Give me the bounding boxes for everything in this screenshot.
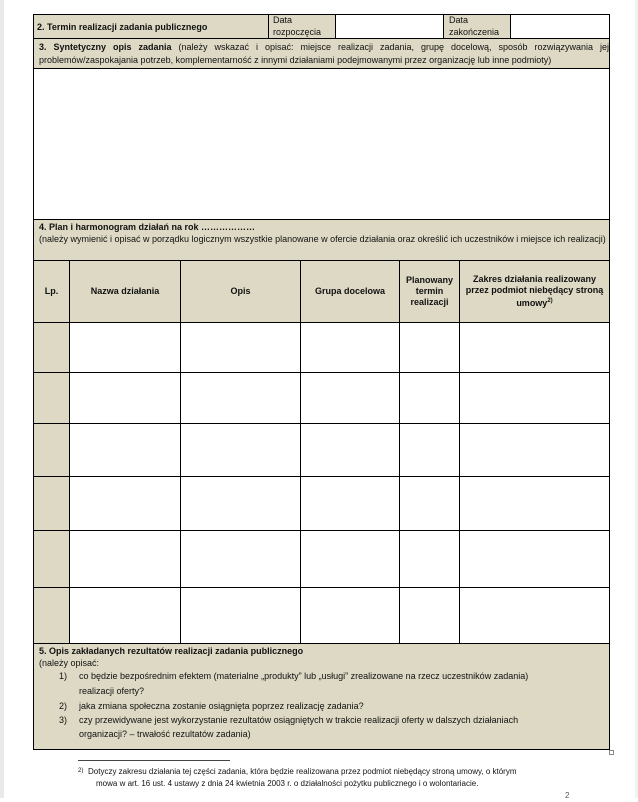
table-row[interactable] (70, 588, 609, 643)
section5-item-2-line1: jaka zmiana społeczna zostanie osiągnięta poprzez realizację zadania? (79, 701, 364, 711)
section3-hint: (należy wskazać i opisać: miejsce realizacji zadania, grupę docelową, sposób rozwiązywania jej problemów/zaspokajania potrzeb, komplementarność z innymi działaniami podejmowanymi przez organizację lub inne podmioty) (39, 42, 609, 65)
table-row[interactable] (70, 373, 609, 423)
section5-title: 5. Opis zakładanych rezultatów realizacji zadania publicznego (39, 646, 304, 656)
footnote-line2: mowa w art. 16 ust. 4 ustawy z dnia 24 kwietnia 2003 r. o działalności pożytku publicznego i o wolontariacie. (96, 779, 479, 788)
section3-description-field[interactable] (33, 68, 610, 220)
section5-intro: (należy opisać: (39, 658, 100, 668)
end-marker (609, 750, 614, 755)
footnote-line1: Dotyczy zakresu działania tej części zadania, która będzie realizowana przez podmiot niebędący stroną umowy, o którym (88, 767, 517, 776)
col-header-scope (460, 261, 609, 322)
section5-item-1-line1: co będzie bezpośrednim efektem (materialne „produkty” lub „usługi” zrealizowane na rzecz uczestników zadania) (79, 671, 529, 681)
end-date-field[interactable] (510, 14, 610, 39)
col-header-action-name: Nazwa działania (90, 286, 160, 296)
section3-title: 3. Syntetyczny opis zadania (39, 42, 172, 52)
col-header-scope-label: Zakres działania realizowany przez podmiot niebędący stroną umowy (465, 274, 604, 308)
page-left-edge (0, 0, 4, 798)
col-header-scope-footnote: 2) (547, 298, 553, 304)
col-header-description: Opis (230, 286, 251, 296)
section5-item-3-line2: organizacji? – trwałość rezultatów zadania) (79, 729, 251, 739)
footnote-separator (78, 760, 230, 761)
page-number: 2 (565, 791, 570, 800)
plan-table-lp-column (34, 322, 69, 643)
section4-hint: (należy wymienić i opisać w porządku logicznym wszystkie planowane w ofercie działania oraz określić ich uczestników i miejsce ich realizacji) (39, 234, 606, 244)
start-date-field[interactable] (335, 14, 444, 39)
table-row[interactable] (70, 477, 609, 530)
col-header-planned-date: Planowany termin realizacji (405, 275, 453, 307)
col-header-lp: Lp. (44, 286, 59, 296)
section4-title: 4. Plan i harmonogram działań na rok ……………… (39, 222, 256, 232)
section5-item-3-line1: czy przewidywane jest wykorzystanie rezultatów osiągniętych w trakcie realizacji oferty w dalszych działaniach (79, 715, 519, 725)
end-date-label: Data zakończenia (449, 15, 500, 37)
section5-item-2-num: 2) (59, 701, 68, 711)
start-date-label: Data rozpoczęcia (273, 15, 322, 37)
table-row[interactable] (70, 424, 609, 476)
section5-item-3-num: 3) (59, 715, 68, 725)
section5-item-1-line2: realizacji oferty? (79, 686, 145, 696)
col-header-scope-text (462, 274, 607, 309)
section5-item-1-num: 1) (59, 671, 68, 681)
footnote-mark-sup: 2) (78, 768, 84, 774)
table-row[interactable] (70, 323, 609, 372)
footnote-mark (78, 765, 83, 780)
section3-heading (39, 41, 609, 66)
table-row[interactable] (70, 531, 609, 587)
section2-title: 2. Termin realizacji zadania publicznego (37, 22, 208, 32)
col-header-target-group: Grupa docelowa (314, 286, 385, 296)
section2-divider-1 (268, 14, 269, 39)
